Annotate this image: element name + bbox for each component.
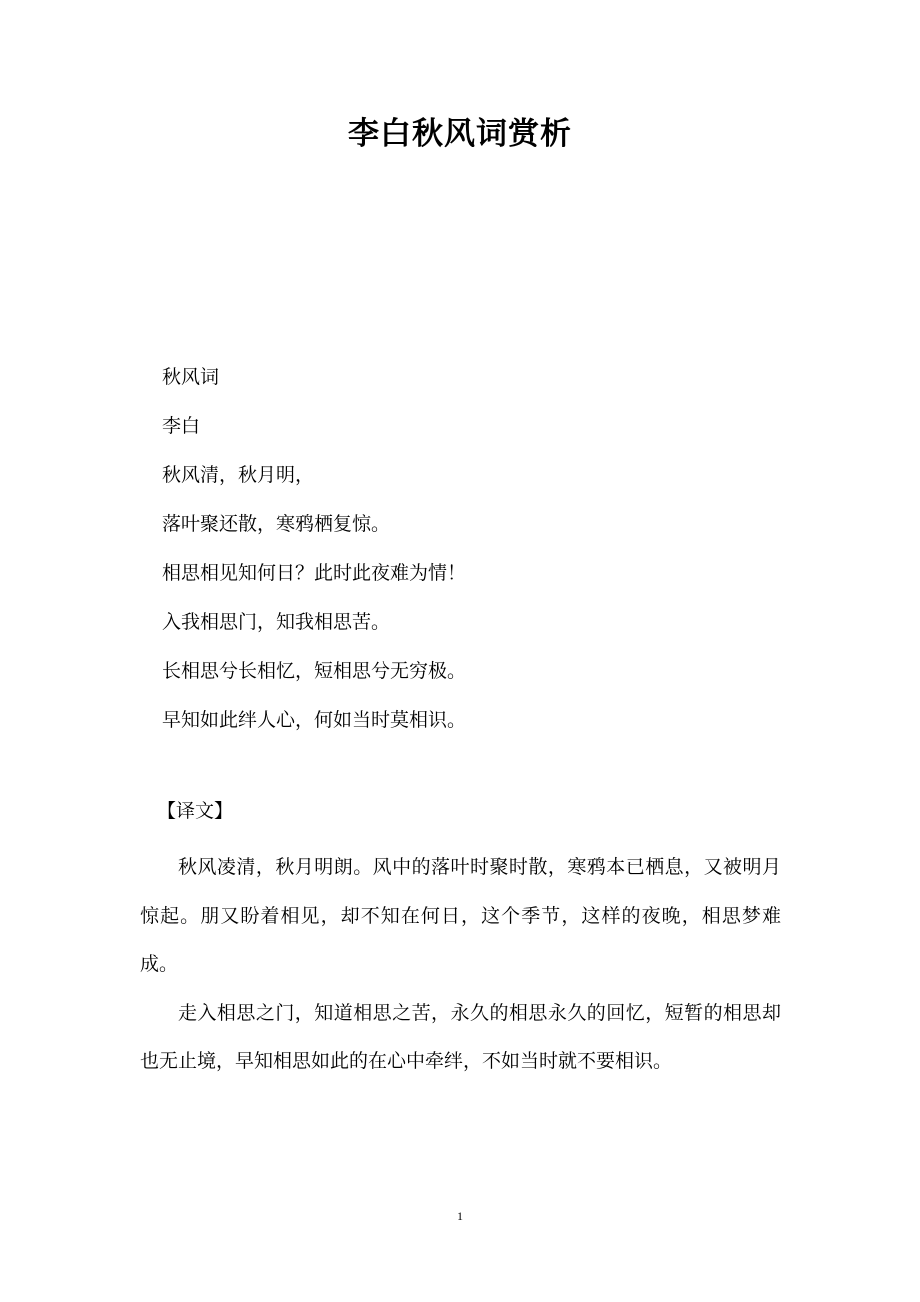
poem-block [162,360,466,752]
poem-line: 秋风清，秋月明， [162,464,315,486]
page-number: 1 [457,1209,463,1223]
translation-paragraph: 走入相思之门，知道相思之苦，永久的相思永久的回忆，短暂的相思却也无止境，早知相思如此的在心中牵绊，不如当时就不要相识。 [140,1001,781,1072]
poem-line: 早知如此绊人心，何如当时莫相识。 [162,709,467,731]
translation-body [140,843,781,1086]
document-title: 李白秋风词赏析 [348,116,572,152]
poem-title: 秋风词 [162,366,220,388]
translation-paragraph: 秋风凌清，秋月明朗。风中的落叶时聚时散，寒鸦本已栖息，又被明月惊起。朋又盼着相见，却不知在何日，这个季节，这样的夜晚，相思梦难成。 [140,856,781,975]
poem-line: 相思相见知何日？此时此夜难为情！ [162,562,467,584]
poem-line: 入我相思门，知我相思苦。 [162,611,391,633]
poem-line: 落叶聚还散，寒鸦栖复惊。 [162,513,391,535]
poem-author: 李白 [162,415,201,437]
poem-line: 长相思兮长相忆，短相思兮无穷极。 [162,660,467,682]
translation-label: 【译文】 [157,800,234,822]
